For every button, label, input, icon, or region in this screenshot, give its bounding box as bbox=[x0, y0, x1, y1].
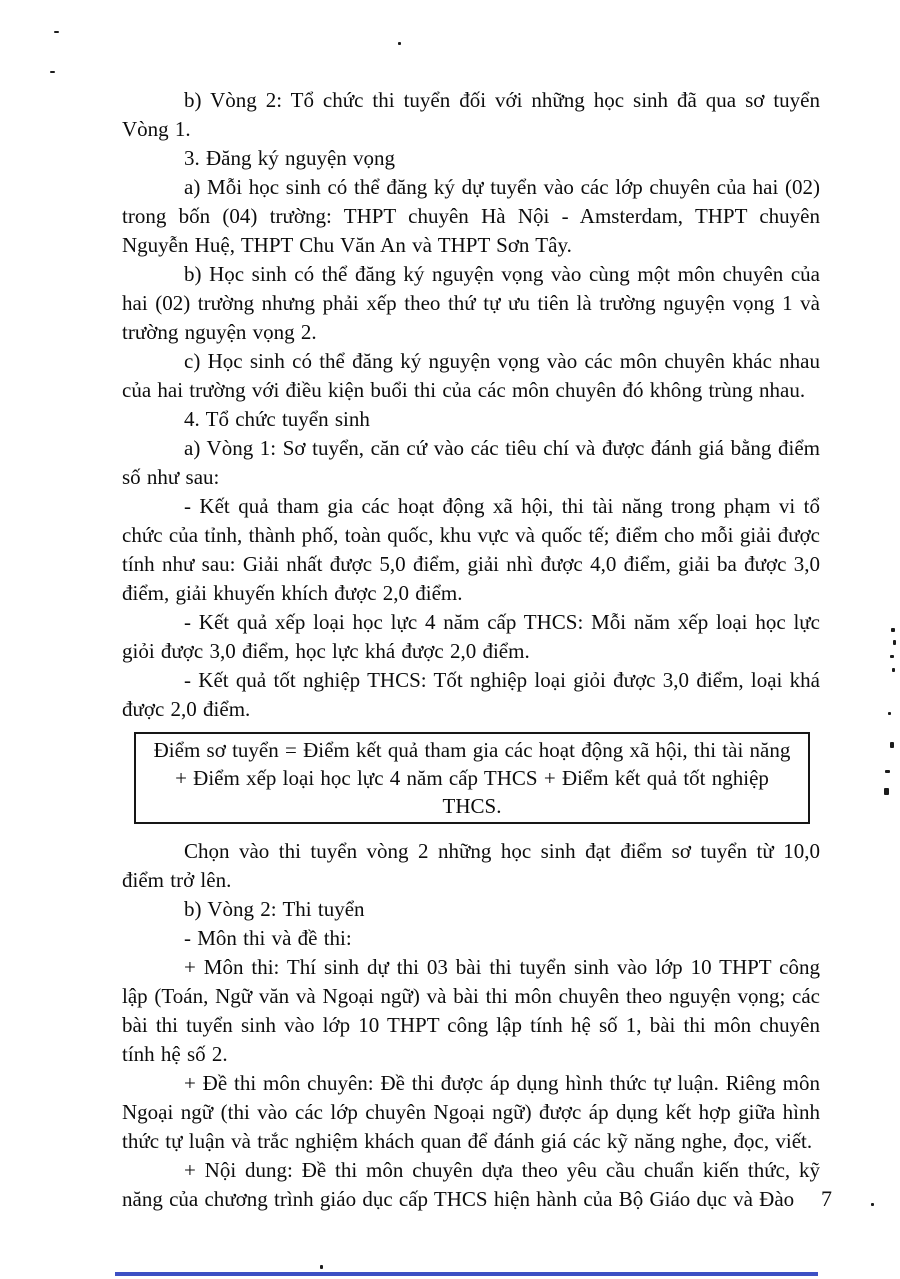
paragraph: Chọn vào thi tuyển vòng 2 những học sinh đạt điểm sơ tuyển từ 10,0 điểm trở lên. bbox=[122, 839, 820, 892]
scan-speck bbox=[398, 42, 401, 45]
paragraph: - Kết quả tham gia các hoạt động xã hội, thi tài năng trong phạm vi tổ chức của tỉnh, thành phố, toàn quốc, khu vực và quốc tế; điểm cho mỗi giải được tính như sau: Giải nhất được 5,0 điểm, giải nhì được 4,0 điểm, giải ba được 3,0 điểm, giải khuyến khích được 2,0 điểm. bbox=[122, 494, 820, 605]
paragraph: 3. Đăng ký nguyện vọng bbox=[184, 146, 396, 170]
paragraph: - Kết quả tốt nghiệp THCS: Tốt nghiệp loại giỏi được 3,0 điểm, loại khá được 2,0 điểm. bbox=[122, 668, 820, 721]
scan-speck bbox=[891, 628, 895, 632]
document-body bbox=[122, 86, 820, 1214]
formula-box: Điểm sơ tuyển = Điểm kết quả tham gia các hoạt động xã hội, thi tài năng + Điểm xếp loại học lực 4 năm cấp THCS + Điểm kết quả tốt nghiệp THCS. bbox=[134, 732, 810, 824]
scan-speck bbox=[54, 31, 59, 33]
paragraph: + Môn thi: Thí sinh dự thi 03 bài thi tuyển sinh vào lớp 10 THPT công lập (Toán, Ngữ văn và Ngoại ngữ) và bài thi môn chuyên theo nguyện vọng; các bài thi tuyển sinh vào lớp 10 THPT công lập tính hệ số 1, bài thi môn chuyên tính hệ số 2. bbox=[122, 955, 820, 1066]
paragraph: a) Vòng 1: Sơ tuyển, căn cứ vào các tiêu chí và được đánh giá bằng điểm số như sau: bbox=[122, 436, 820, 489]
paragraph: a) Mỗi học sinh có thể đăng ký dự tuyển vào các lớp chuyên của hai (02) trong bốn (04) trường: THPT chuyên Hà Nội - Amsterdam, THPT chuyên Nguyễn Huệ, THPT Chu Văn An và THPT Sơn Tây. bbox=[122, 175, 820, 257]
scan-speck bbox=[871, 1203, 874, 1206]
paragraph: + Nội dung: Đề thi môn chuyên dựa theo yêu cầu chuẩn kiến thức, kỹ năng của chương trình giáo dục cấp THCS hiện hành của Bộ Giáo dục và Đào bbox=[122, 1158, 820, 1211]
bottom-edge-line-artifact bbox=[115, 1272, 818, 1276]
paragraph: b) Vòng 2: Tổ chức thi tuyển đối với những học sinh đã qua sơ tuyển Vòng 1. bbox=[122, 88, 820, 141]
paragraph: c) Học sinh có thể đăng ký nguyện vọng vào các môn chuyên khác nhau của hai trường với điều kiện buổi thi của các môn chuyên đó không trùng nhau. bbox=[122, 349, 820, 402]
scan-speck bbox=[890, 655, 894, 658]
scan-speck bbox=[890, 742, 894, 748]
scan-speck bbox=[892, 668, 895, 672]
paragraph: + Đề thi môn chuyên: Đề thi được áp dụng hình thức tự luận. Riêng môn Ngoại ngữ (thi vào các lớp chuyên Ngoại ngữ) được áp dụng kết hợp giữa hình thức tự luận và trắc nghiệm khách quan để đánh giá các kỹ năng nghe, đọc, viết. bbox=[122, 1071, 820, 1153]
paragraph: 4. Tổ chức tuyển sinh bbox=[184, 407, 370, 431]
scan-speck bbox=[320, 1265, 323, 1269]
scan-speck bbox=[884, 788, 889, 795]
scan-speck bbox=[885, 770, 890, 773]
page-number: 7 bbox=[821, 1186, 832, 1211]
paragraph: - Môn thi và đề thi: bbox=[184, 926, 352, 950]
scan-speck bbox=[50, 71, 55, 73]
scan-speck bbox=[888, 712, 891, 715]
scan-speck bbox=[893, 640, 896, 645]
paragraph: - Kết quả xếp loại học lực 4 năm cấp THCS: Mỗi năm xếp loại học lực giỏi được 3,0 điểm, học lực khá được 2,0 điểm. bbox=[122, 610, 820, 663]
paragraph: b) Vòng 2: Thi tuyển bbox=[184, 897, 365, 921]
paragraph: b) Học sinh có thể đăng ký nguyện vọng vào cùng một môn chuyên của hai (02) trường nhưng phải xếp theo thứ tự ưu tiên là trường nguyện vọng 1 và trường nguyện vọng 2. bbox=[122, 262, 820, 344]
